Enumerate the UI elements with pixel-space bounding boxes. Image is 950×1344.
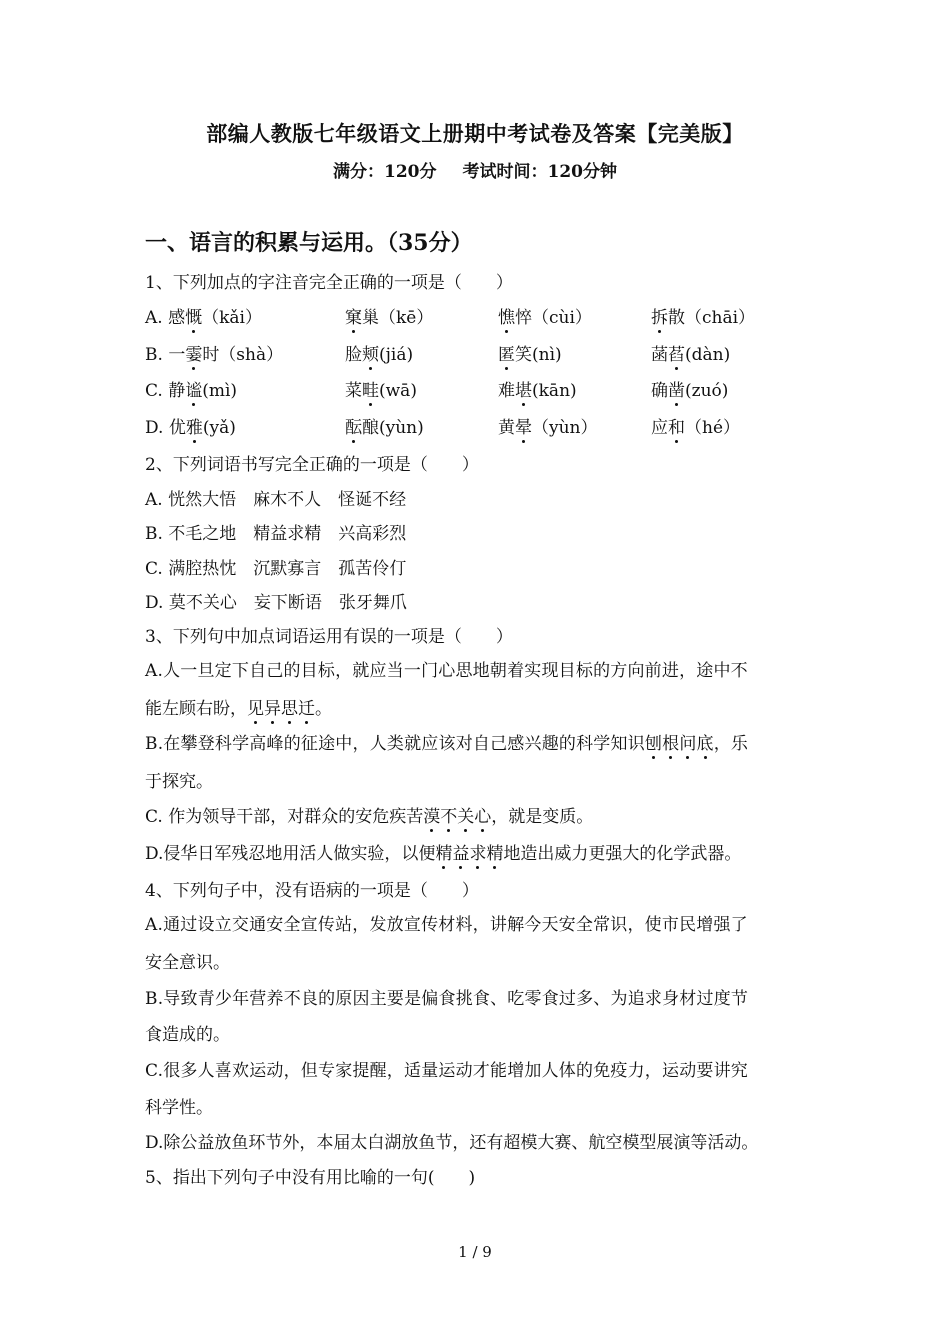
q4-option-d: D.除公益放鱼环节外，本届太白湖放鱼节，还有超模大赛、航空模型展演等活动。 <box>145 1133 759 1153</box>
q3-option-b-line2: 于探究。 <box>145 772 213 792</box>
q2-option-b: B. 不毛之地 精益求精 兴高彩烈 <box>145 524 407 544</box>
q3-option-d: D.侵华日军残忍地用活人做实验，以便精益求精地造出威力更强大的化学武器。 <box>145 844 742 864</box>
full-score: 满分：120分 <box>333 162 437 182</box>
q3-option-a-line2: 能左顾右盼，见异思迁。 <box>145 699 332 719</box>
q3-option-b-line1: B.在攀登科学高峰的征途中，人类就应该对自己感兴趣的科学知识刨根问底，乐 <box>145 734 749 754</box>
exam-page: 部编人教版七年级语文上册期中考试卷及答案【完美版】 满分：120分 考试时间：120分钟 一、语言的积累与运用。（35分） 1、下列加点的字注音完全正确的一项是（ ） A. 感慨（kǎi） 窠巢（kē） 憔悴（cùi） 拆散（chāi） B. 一霎时（shà） 脸颊(jiá) 匿笑(nì) 菡萏(dàn) C. 静谧(mì) 菜畦(wā) 难堪(kān) 确凿(zuó) D. 优雅(yǎ) 酝酿(yùn) 黄晕（yùn） 应和（hé） 2、下列词语书写完全正确的一项是（ ） A. 恍然大悟 麻木不人 怪诞不经 B. 不毛之地 精益求精 兴高彩烈 C. 满腔热忱 沉默寡言 孤苦伶仃 D. 莫不关心 妄下断语 张牙舞爪 3、下列句中加点词语运用有误的一项是（ ） A.人一旦定下自己的目标，就应当一门心思地朝着实现目标的方向前进，途中不 能左顾右盼，见异思迁。 B.在攀登科学高峰的征途中，人类就应该对自己感兴趣的科学知识刨根问底，乐 于探究。 C. 作为领导干部，对群众的安危疾苦漠不关心，就是变质。 D.侵华日军残忍地用活人做实验，以便精益求精地造出威力更强大的化学武器。 4、下列句子中，没有语病的一项是（ ） A.通过设立交通安全宣传站，发放宣传材料，讲解今天安全常识，使市民增强了 安全意识。 B.导致青少年营养不良的原因主要是偏食挑食、吃零食过多、为追求身材过度节 食造成的。 C.很多人喜欢运动，但专家提醒，适量运动才能增加人体的免疫力，运动要讲究 科学性。 D.除公益放鱼环节外，本届太白湖放鱼节，还有超模大赛、航空模型展演等活动。 5、指出下列句子中没有用比喻的一句( ) 1 / 9 <box>0 0 950 1344</box>
q4-option-a-line1: A.通过设立交通安全宣传站，发放宣传材料，讲解今天安全常识，使市民增强了 <box>145 915 748 935</box>
q4-option-b-line1: B.导致青少年营养不良的原因主要是偏食挑食、吃零食过多、为追求身材过度节 <box>145 989 749 1009</box>
q4-option-b-line2: 食造成的。 <box>145 1025 230 1045</box>
q2-option-a: A. 恍然大悟 麻木不人 怪诞不经 <box>145 490 407 510</box>
q2-option-d: D. 莫不关心 妄下断语 张牙舞爪 <box>145 593 407 613</box>
q3-stem: 3、下列句中加点词语运用有误的一项是（ ） <box>145 627 513 647</box>
exam-title: 部编人教版七年级语文上册期中考试卷及答案【完美版】 <box>206 121 744 146</box>
q4-stem: 4、下列句子中，没有语病的一项是（ ） <box>145 881 479 901</box>
q2-option-c: C. 满腔热忱 沉默寡言 孤苦伶仃 <box>145 559 407 579</box>
q4-option-c-line2: 科学性。 <box>145 1098 213 1118</box>
q5-stem: 5、指出下列句子中没有用比喻的一句( ) <box>145 1168 476 1188</box>
exam-subtitle <box>0 157 950 182</box>
q4-option-a-line2: 安全意识。 <box>145 953 230 973</box>
q1-stem: 1、下列加点的字注音完全正确的一项是（ ） <box>145 273 513 293</box>
q3-option-a-line1: A.人一旦定下自己的目标，就应当一门心思地朝着实现目标的方向前进，途中不 <box>145 661 748 681</box>
exam-time: 考试时间：120分钟 <box>462 162 617 182</box>
section-heading: 一、语言的积累与运用。（35分） <box>145 230 473 256</box>
q2-stem: 2、下列词语书写完全正确的一项是（ ） <box>145 455 479 475</box>
q3-option-c: C. 作为领导干部，对群众的安危疾苦漠不关心，就是变质。 <box>145 807 594 827</box>
q4-option-c-line1: C.很多人喜欢运动，但专家提醒，适量运动才能增加人体的免疫力，运动要讲究 <box>145 1061 749 1081</box>
page-number: 1 / 9 <box>458 1243 492 1261</box>
